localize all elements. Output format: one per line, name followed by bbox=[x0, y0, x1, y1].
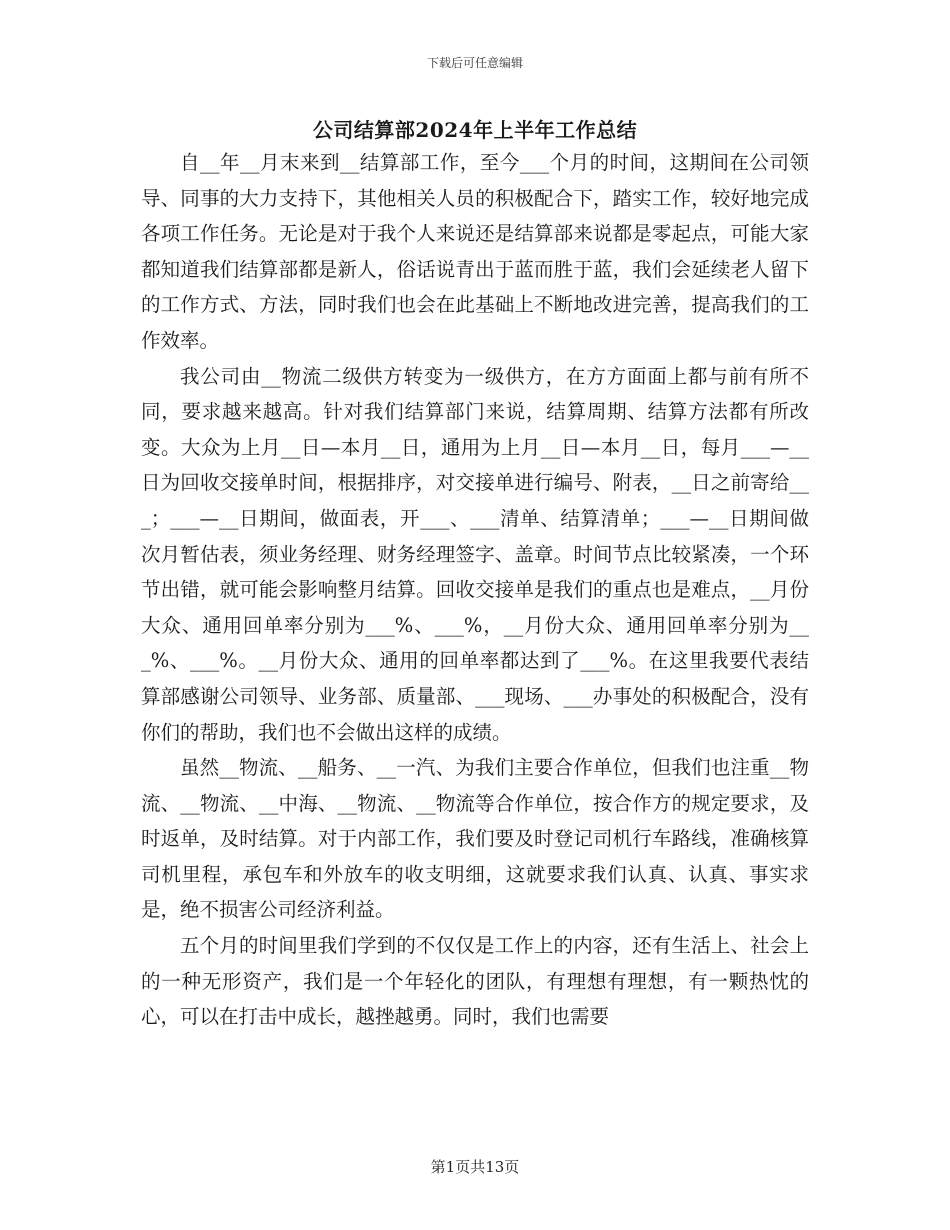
document-body bbox=[141, 145, 809, 1035]
paragraph: 虽然__物流、__船务、__一汽、为我们主要合作单位，但我们也注重__物流、__物流、__中海、__物流、__物流等合作单位，按合作方的规定要求，及时返单，及时结算。对于内部工作，我们要及时登记司机行车路线，准确核算司机里程，承包车和外放车的收支明细，这就要求我们认真、认真、事实求是，绝不损害公司经济利益。 bbox=[141, 756, 809, 922]
paragraph: 自__年__月末来到__结算部工作，至今___个月的时间，这期间在公司领导、同事的大力支持下，其他相关人员的积极配合下，踏实工作，较好地完成各项工作任务。无论是对于我个人来说还是结算部来说都是零起点，可能大家都知道我们结算部都是新人，俗话说青出于蓝而胜于蓝，我们会延续老人留下的工作方式、方法，同时我们也会在此基础上不断地改进完善，提高我们的工作效率。 bbox=[141, 151, 809, 352]
page-header-note: 下载后可任意编辑 bbox=[426, 56, 523, 70]
page-number: 第1页共13页 bbox=[430, 1158, 520, 1176]
paragraph: 我公司由__物流二级供方转变为一级供方，在方方面面上都与前有所不同，要求越来越高。针对我们结算部门来说，结算周期、结算方法都有所改变。大众为上月__日—本月__日，通用为上月__日—本月__日，每月___—__日为回收交接单时间，根据排序，对交接单进行编号、附表，__日之前寄给___；___—__日期间，做面表，开___、___清单、结算清单；___—__日期间做次月暂估表，须业务经理、财务经理签字、盖章。时间节点比较紧凑，一个环节出错，就可能会影响整月结算。回收交接单是我们的重点也是难点，__月份大众、通用回单率分别为___%、___%，__月份大众、通用回单率分别为___%、___%。__月份大众、通用的回单率都达到了___%。在这里我要代表结算部感谢公司领导、业务部、质量部、___现场、___办事处的积极配合，没有你们的帮助，我们也不会做出这样的成绩。 bbox=[141, 364, 809, 744]
paragraph: 五个月的时间里我们学到的不仅仅是工作上的内容，还有生活上、社会上的一种无形资产，我们是一个年轻化的团队，有理想有理想，有一颗热忱的心，可以在打击中成长，越挫越勇。同时，我们也需要 bbox=[141, 934, 809, 1029]
document-title: 公司结算部2024年上半年工作总结 bbox=[312, 118, 638, 142]
